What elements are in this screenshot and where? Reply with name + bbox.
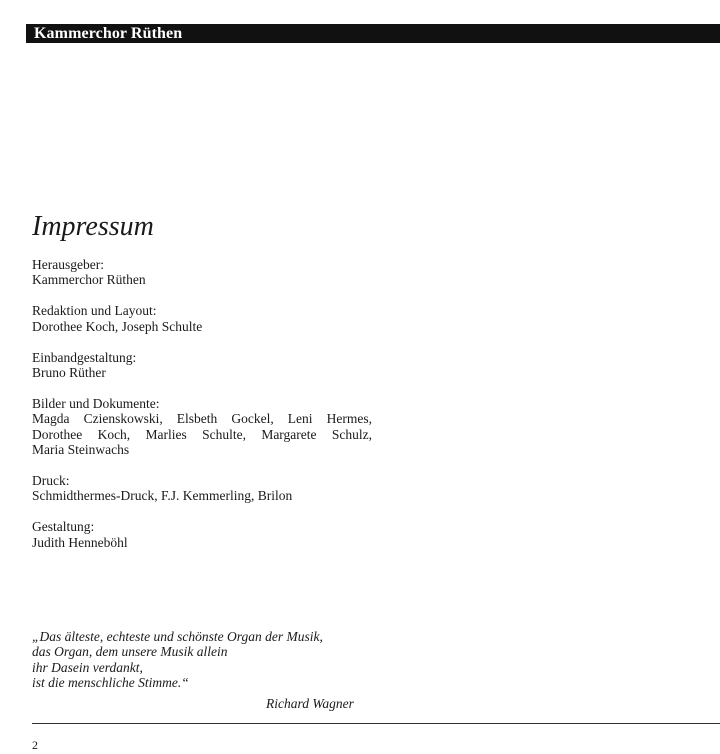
section-line: Magda Czienskowski, Elsbeth Gockel, Leni Hermes, [32,411,372,427]
section-line: Bruno Rüther [32,365,106,381]
quote-author: Richard Wagner [266,696,354,711]
imprint-content [32,257,372,566]
section-label: Druck: [32,473,70,489]
header-title: Kammerchor Rüthen [34,25,183,42]
page-number: 2 [32,738,38,752]
imprint-section-print [32,473,372,504]
quote-line: „Das älteste, echteste und schönste Organ der Musik, [32,629,323,644]
section-label: Gestaltung: [32,519,95,535]
section-label: Einbandgestaltung: [32,349,137,365]
section-line: Dorothee Koch, Marlies Schulte, Margarete Schulz, [32,426,372,442]
section-line: Kammerchor Rüthen [32,272,146,288]
quote-line: das Organ, dem unsere Musik allein [32,644,228,660]
imprint-section-images [32,396,372,458]
quote-line: ist die menschliche Stimme.“ [32,675,189,691]
quote-line: ihr Dasein verdankt, [32,659,143,675]
section-label: Herausgeber: [32,257,104,272]
section-line: Schmidthermes-Druck, F.J. Kemmerling, Brilon [32,488,293,504]
imprint-section-editorial [32,303,372,334]
footer-divider [32,723,720,724]
imprint-section-publisher [32,257,372,288]
quote [32,629,366,691]
section-label: Bilder und Dokumente: [32,395,160,411]
section-label: Redaktion und Layout: [32,303,157,319]
section-line: Dorothee Koch, Joseph Schulte [32,318,203,334]
imprint-section-design [32,519,372,550]
section-line: Maria Steinwachs [32,442,130,458]
imprint-section-cover [32,350,372,381]
header-bar [26,24,720,43]
section-line: Judith Henneböhl [32,534,128,550]
page-title: Impressum [32,211,154,242]
